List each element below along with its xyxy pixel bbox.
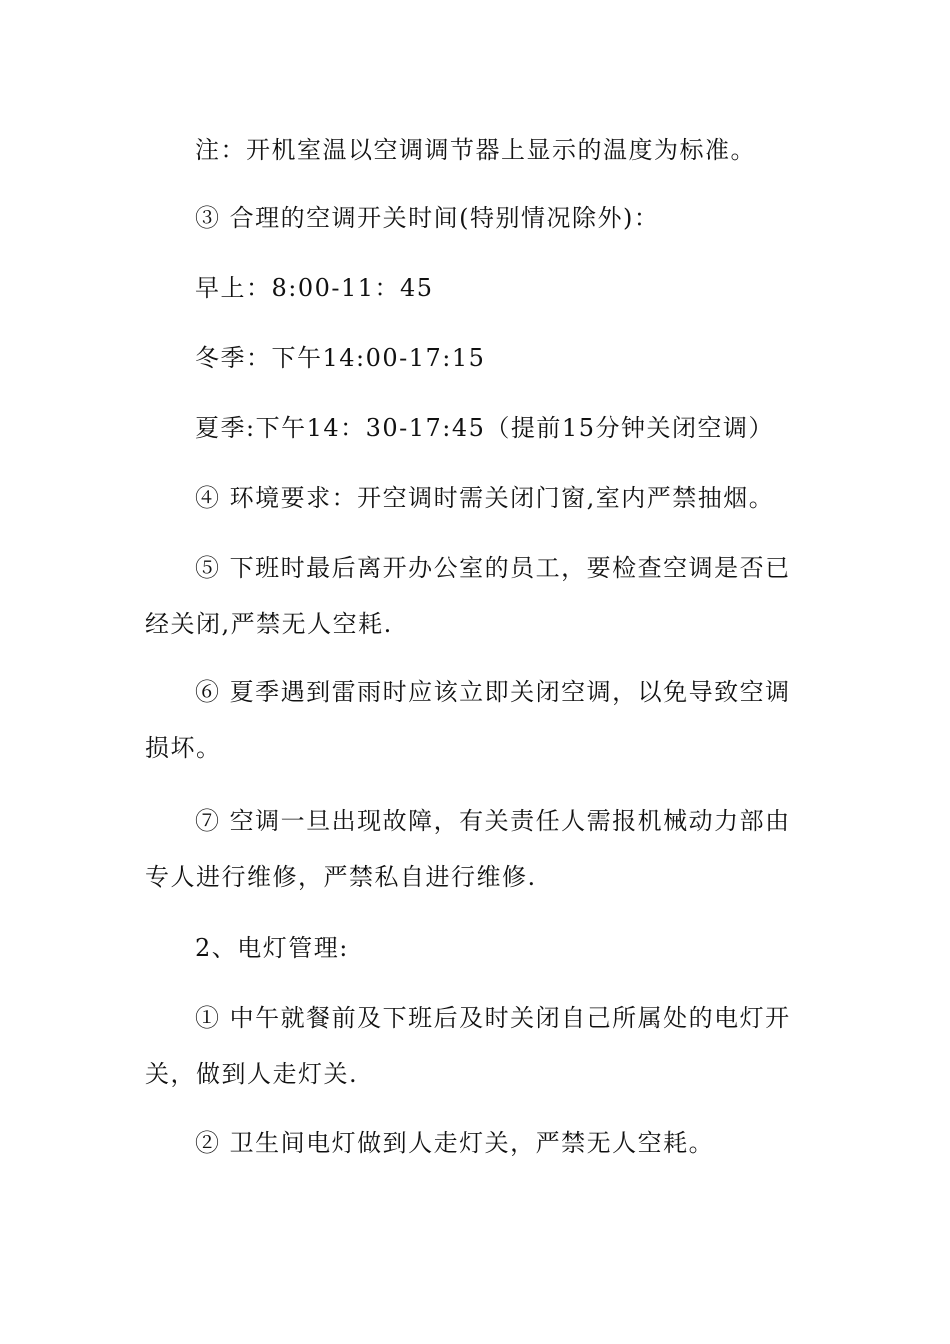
lunch-lighting-rule: ① 中午就餐前及下班后及时关闭自己所属处的电灯开关，做到人走灯关.: [145, 1004, 791, 1088]
ac-schedule-heading: ③ 合理的空调开关时间(特别情况除外)：: [195, 204, 660, 232]
restroom-lighting-rule: ② 卫生间电灯做到人走灯关，严禁无人空耗。: [195, 1129, 715, 1157]
environment-requirement: ④ 环境要求：开空调时需关闭门窗,室内严禁抽烟。: [195, 484, 775, 512]
thunderstorm-rule: ⑥ 夏季遇到雷雨时应该立即关闭空调，以免导致空调损坏。: [145, 678, 791, 762]
morning-schedule: 早上：8:00-11：45: [195, 274, 434, 302]
last-employee-check: ⑤ 下班时最后离开办公室的员工，要检查空调是否已经关闭,严禁无人空耗.: [145, 554, 791, 638]
malfunction-rule: ⑦ 空调一旦出现故障，有关责任人需报机械动力部由专人进行维修，严禁私自进行维修.: [145, 807, 791, 891]
winter-schedule: 冬季：下午14:00-17:15: [195, 344, 486, 372]
lighting-heading: 2、电灯管理:: [195, 934, 349, 962]
summer-schedule: 夏季:下午14：30-17:45（提前15分钟关闭空调）: [195, 414, 774, 442]
note-paragraph: 注：开机室温以空调调节器上显示的温度为标准。: [195, 136, 756, 164]
